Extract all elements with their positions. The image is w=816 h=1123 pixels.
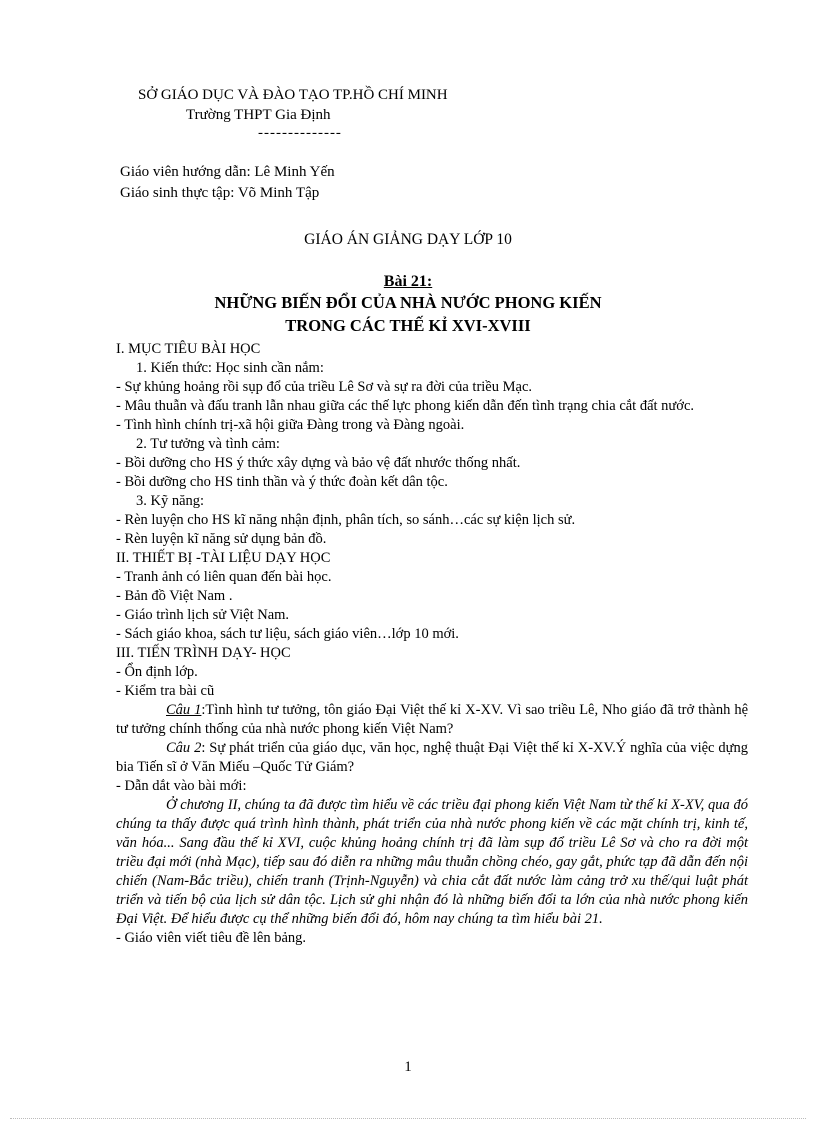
step-item: - Dẫn dắt vào bài mới: (116, 778, 247, 794)
lesson-number: Bài 21: (383, 273, 433, 290)
page-number: 1 (404, 1059, 412, 1075)
step-item: - Kiểm tra bài cũ (116, 683, 215, 699)
thought-item: - Bồi dưỡng cho HS ý thức xây dựng và bảo vệ đất nhước thống nhất. (116, 455, 521, 471)
thought-heading: 2. Tư tưởng và tình cảm: (136, 436, 280, 452)
school-name: Trường THPT Gia Định (186, 107, 331, 123)
equipment-item: - Sách giáo khoa, sách tư liệu, sách giáo viên…lớp 10 mới. (116, 626, 459, 642)
question-2-label: Câu 2 (166, 740, 202, 756)
section2-heading: II. THIẾT BỊ -TÀI LIỆU DẠY HỌC (116, 550, 331, 566)
student-teacher: Giáo sinh thực tập: Võ Minh Tập (120, 185, 320, 201)
knowledge-heading: 1. Kiến thức: Học sinh cần nắm: (136, 360, 324, 376)
lesson-introduction: Ở chương II, chúng ta đã được tìm hiểu về các triều đại phong kiến Việt Nam từ thế kỉ X-XV, qua đó chúng ta thấy được quá trình hình thành, phát triển của nhà nước phong kiến về các mặt chính trị, kinh tế, văn hóa... Sang đầu thế kỉ XVI, cuộc khủng hoảng chính trị đã làm sụp đổ triều Lê Sơ và cho ra đời một triều đại mới (nhà Mạc), tiếp sau đó diễn ra những mâu thuẫn chồng chéo, gay gắt, phức tạp đã dẫn đến nội chiến (Nam-Bắc triều), chiến tranh (Trịnh-Nguyễn) và chia cắt đất nước làm cảng trở xu thế/qui luật phát triển và tiến bộ của lịch sử dân tộc. Lịch sử ghi nhận đó là những biến đổi ta lớn của nhà nước phong kiến Đại Việt. Để hiểu được cụ thể những biến đổi đó, hôm nay chúng ta tìm hiểu bài 21. (116, 797, 748, 927)
document-body (116, 340, 748, 948)
skill-heading: 3. Kỹ năng: (136, 493, 205, 509)
lesson-title-line2: TRONG CÁC THẾ KỈ XVI-XVIII (285, 316, 531, 335)
lesson-plan-title: GIÁO ÁN GIẢNG DẠY LỚP 10 (304, 231, 512, 248)
question-1-text: :Tình hình tư tưởng, tôn giáo Đại Việt thế kỉ X-XV. Vì sao triều Lê, Nho giáo đã trở thành hệ tư tưởng chính thống của nhà nước phong kiến Việt Nam? (116, 702, 749, 737)
section3-heading: III. TIẾN TRÌNH DẠY- HỌC (116, 645, 291, 661)
section1-heading: I. MỤC TIÊU BÀI HỌC (116, 341, 261, 357)
header-divider: -------------- (258, 125, 342, 141)
question-1-label: Câu 1 (166, 702, 202, 718)
question-2-text: : Sự phát triển của giáo dục, văn học, nghệ thuật Đại Việt thế kỉ X-XV.Ý nghĩa của việc dựng bia Tiến sĩ ở Văn Miếu –Quốc Tử Giám? (116, 740, 748, 775)
skill-item: - Rèn luyện kĩ năng sử dụng bản đồ. (116, 531, 327, 547)
knowledge-item: - Mâu thuẫn và đấu tranh lẫn nhau giữa các thế lực phong kiến dẫn đến tình trạng chia cắt đất nước. (116, 398, 695, 414)
question-1 (116, 701, 748, 739)
skill-item: - Rèn luyện cho HS kĩ năng nhận định, phân tích, so sánh…các sự kiện lịch sử. (116, 512, 576, 528)
step-item: - Giáo viên viết tiêu đề lên bảng. (116, 930, 307, 946)
lesson-title-line1: NHỮNG BIẾN ĐỔI CỦA NHÀ NƯỚC PHONG KIẾN (214, 293, 602, 312)
supervising-teacher: Giáo viên hướng dẫn: Lê Minh Yến (120, 164, 335, 180)
step-item: - Ổn định lớp. (116, 664, 198, 680)
question-2 (116, 739, 748, 777)
page-bottom-rule (10, 1118, 806, 1119)
knowledge-item: - Sự khủng hoảng rồi sụp đổ của triều Lê Sơ và sự ra đời của triều Mạc. (116, 379, 533, 395)
knowledge-item: - Tình hình chính trị-xã hội giữa Đàng trong và Đàng ngoài. (116, 417, 465, 433)
equipment-item: - Tranh ảnh có liên quan đến bài học. (116, 569, 332, 585)
thought-item: - Bồi dưỡng cho HS tinh thần và ý thức đoàn kết dân tộc. (116, 474, 448, 490)
department-name: SỞ GIÁO DỤC VÀ ĐÀO TẠO TP.HỒ CHÍ MINH (138, 87, 448, 103)
equipment-item: - Bản đồ Việt Nam . (116, 588, 233, 604)
equipment-item: - Giáo trình lịch sử Việt Nam. (116, 607, 290, 623)
